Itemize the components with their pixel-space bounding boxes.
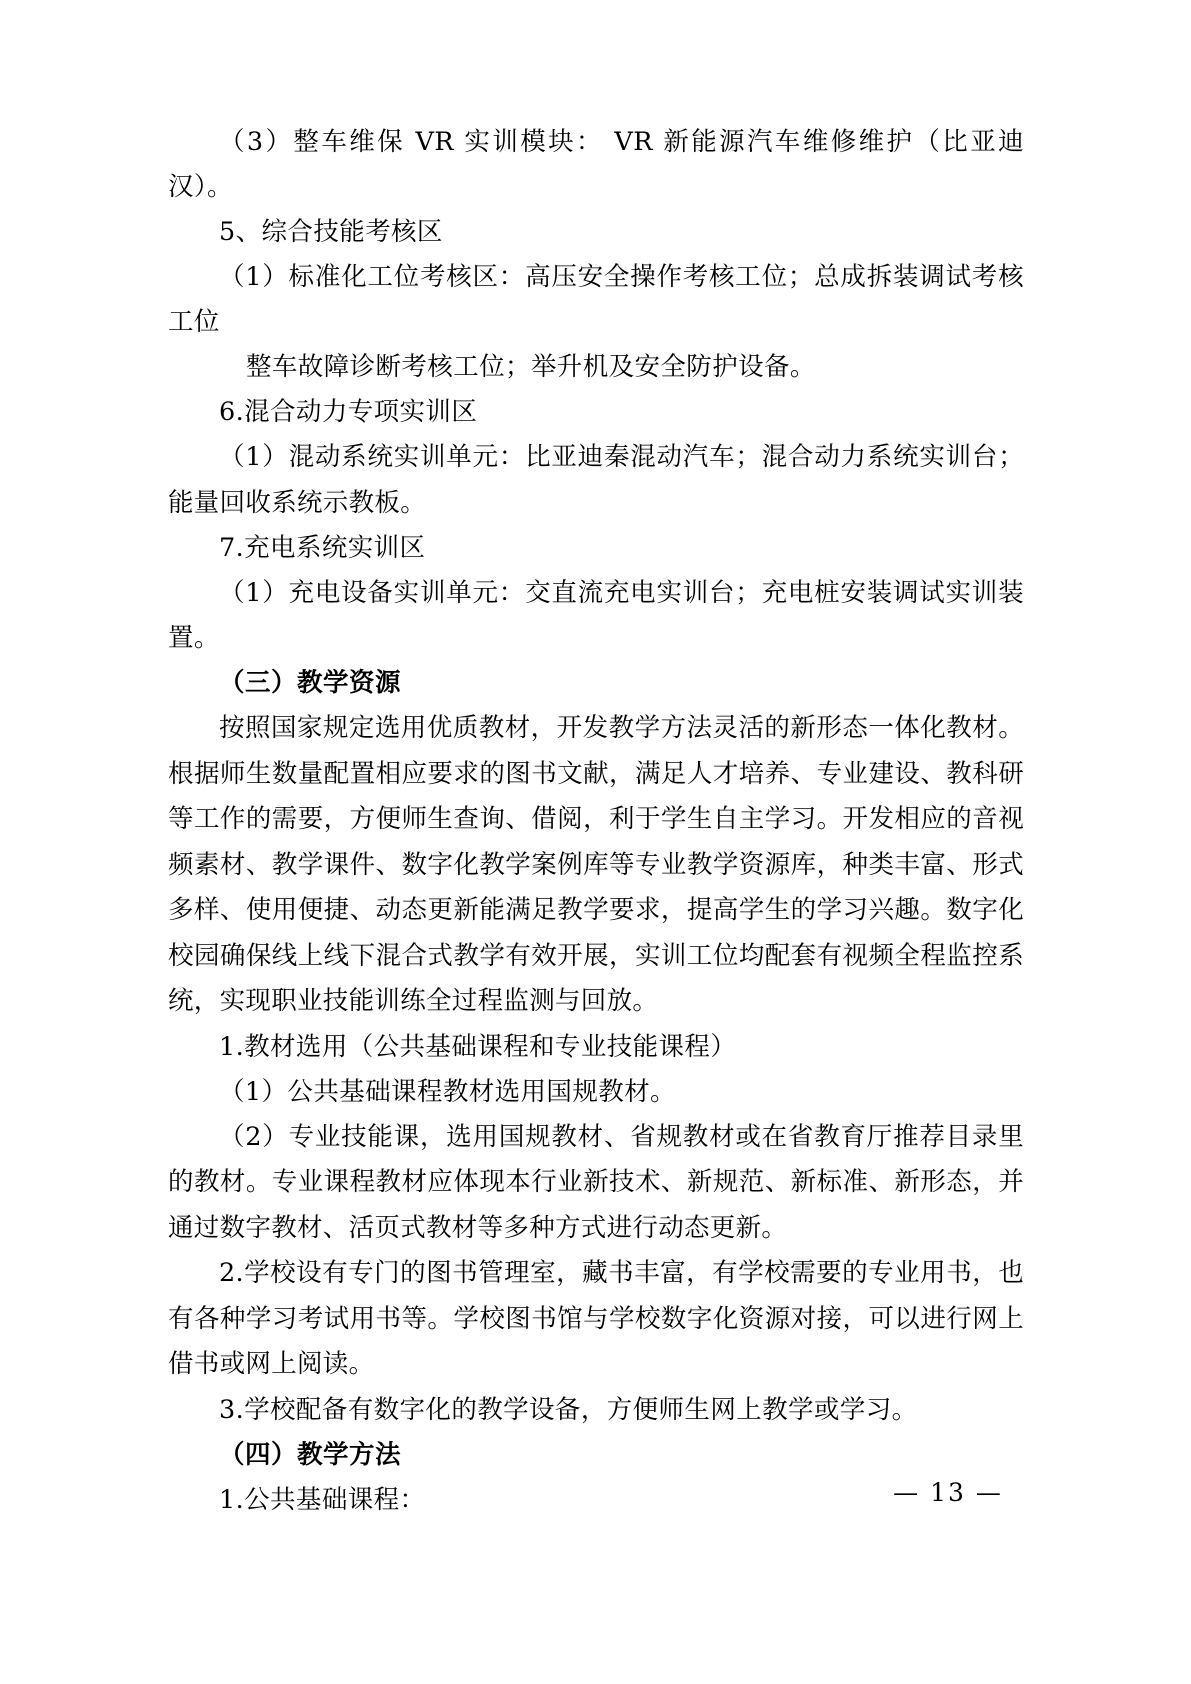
page-body <box>168 120 1024 1523</box>
paragraph-charging-unit: （1）充电设备实训单元：交直流充电实训台；充电桩安装调试实训装置。 <box>168 578 1024 653</box>
heading-teaching-methods: （四）教学方法 <box>219 1439 402 1470</box>
paragraph-library-item-2: 2.学校设有专门的图书管理室，藏书丰富，有学校需要的专业用书，也有各种学习考试用书等。学校图书馆与学校数字化资源对接，可以进行网上借书或网上阅读。 <box>168 1258 1024 1379</box>
page-number: — 13 — <box>893 1478 1003 1507</box>
paragraph-public-basic-course: 1.公共基础课程： <box>219 1484 426 1515</box>
paragraph-textbook-item-2: （2）专业技能课，选用国规教材、省规教材或在省教育厅推荐目录里的教材。专业课程教材应体现本行业新技术、新规范、新标准、新形态，并通过数字教材、活页式教材等多种方式进行动态更新。 <box>168 1121 1024 1243</box>
paragraph-section-6-title: 6.混合动力专项实训区 <box>219 397 478 427</box>
paragraph-vr-module: （3）整车维保 VR 实训模块： VR 新能源汽车维修维护（比亚迪汉）。 <box>168 127 1024 202</box>
paragraph-standard-station-line2: 整车故障诊断考核工位；举升机及安全防护设备。 <box>246 352 816 382</box>
paragraph-section-5-title: 5、综合技能考核区 <box>219 217 443 247</box>
heading-teaching-resources: （三）教学资源 <box>219 668 402 698</box>
paragraph-textbook-selection-title: 1.教材选用（公共基础课程和专业技能课程） <box>219 1031 737 1062</box>
paragraph-teaching-resources-body: 按照国家规定选用优质教材，开发教学方法灵活的新形态一体化教材。根据师生数量配置相应要求的图书文献，满足人才培养、专业建设、教科研等工作的需要，方便师生查询、借阅，利于学生自主学习。开发相应的音视频素材、教学课件、数字化教学案例库等专业教学资源库，种类丰富、形式多样、使用便捷、动态更新能满足教学要求，提高学生的学习兴趣。数字化校园确保线上线下混合式教学有效开展，实训工位均配套有视频全程监控系统，实现职业技能训练全过程监测与回放。 <box>168 713 1024 1016</box>
paragraph-hybrid-unit: （1）混动系统实训单元：比亚迪秦混动汽车；混合动力系统实训台；能量回收系统示教板。 <box>168 442 1024 518</box>
paragraph-textbook-item-1: （1）公共基础课程教材选用国规教材。 <box>219 1076 676 1107</box>
paragraph-section-7-title: 7.充电系统实训区 <box>219 533 426 563</box>
paragraph-standard-station-line1: （1）标准化工位考核区：高压安全操作考核工位；总成拆装调试考核工位 <box>168 262 1024 337</box>
page-footer <box>0 1478 1191 1507</box>
paragraph-digital-equipment-item-3: 3.学校配备有数字化的教学设备，方便师生网上教学或学习。 <box>219 1394 918 1425</box>
